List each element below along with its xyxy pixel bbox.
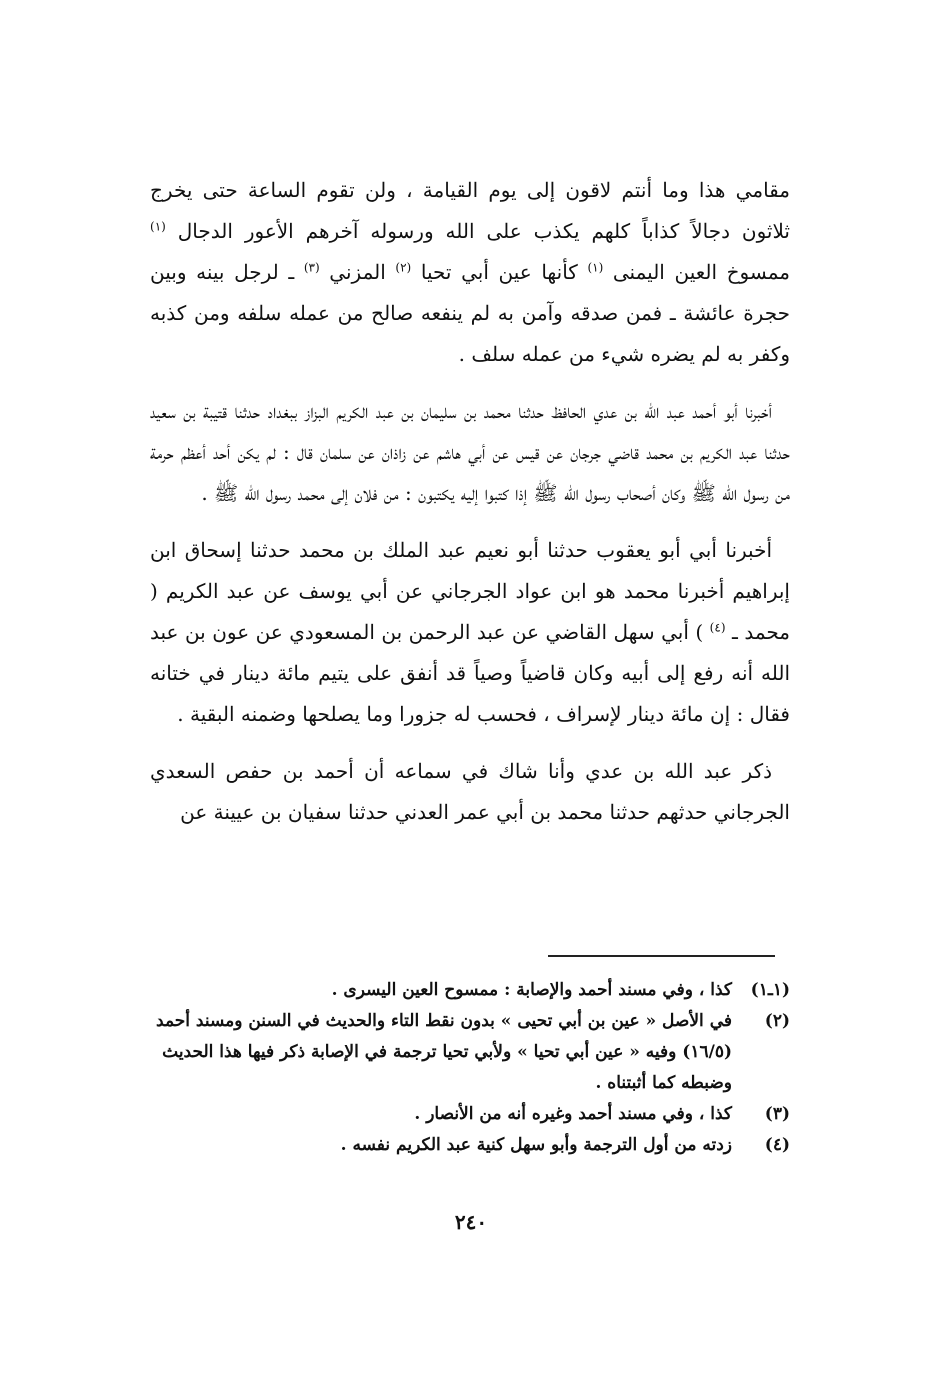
footnote-marker: (١) xyxy=(150,219,166,234)
footnote-marker: (١) xyxy=(587,260,604,275)
footnote-divider xyxy=(548,955,775,957)
page-number: ٢٤٠ xyxy=(454,1210,488,1234)
paragraph-text: ـ لرجل بينه وبين حجرة عائشة ـ فمن صدقه وآمن به لم ينفعه صالح من عمله سلفه ومن كذبه وكفر به لم يضره شيء من عمله سلف . xyxy=(150,260,790,366)
footnote-item xyxy=(150,1130,790,1161)
footnote-number: (٤) xyxy=(764,1135,790,1155)
paragraph-text: المزني xyxy=(329,260,386,284)
footnote-marker: (٤) xyxy=(709,620,726,635)
footnote-text: زدته من أول الترجمة وأبو سهل كنية عبد الكريم نفسه . xyxy=(340,1135,732,1155)
footnote-text: كذا ، وفي مسند أحمد والإصابة : ممسوح العين اليسرى . xyxy=(331,980,732,1000)
footnote-number: (٣) xyxy=(764,1104,790,1124)
paragraph-1 xyxy=(150,170,790,375)
footnotes xyxy=(150,975,790,1161)
footnote-item xyxy=(150,975,790,1006)
paragraph-text: أخبرنا أبي أبو يعقوب حدثنا أبو نعيم عبد الملك بن محمد حدثنا إسحاق ابن إبراهيم أخبرنا محمد هو ابن عواد الجرجاني عن أبي يوسف عن عبد الكريم ( محمد ـ xyxy=(150,538,791,644)
footnote-number: (١ـ١) xyxy=(750,980,790,1000)
main-text xyxy=(150,170,790,849)
footnote-text: في الأصل « عين بن أبي تحيى » بدون نقط التاء والحديث في السنن ومسند أحمد (١٦/٥) وفيه « عين أبي تحيا » ولأبي تحيا ترجمة في الإصابة ذكر فيها هذا الحديث وضبطه كما أثبتناه . xyxy=(156,1011,732,1093)
paragraph-text: ) أبي سهل القاضي عن عبد الرحمن بن المسعودي عن عون بن عبد الله أنه رفع إلى أبيه وكان قاضياً وصياً قد أنفق على يتيم مائة دينار في ختانه فقال : إن مائة دينار لإسراف ، فحسب له جزورا وما يصلحها وضمنه البقية . xyxy=(150,620,790,726)
footnote-number: (٢) xyxy=(764,1011,790,1031)
footnote-item xyxy=(150,1099,790,1130)
paragraph-3 xyxy=(150,530,790,735)
footnote-marker: (٢) xyxy=(395,260,412,275)
footnote-marker: (٣) xyxy=(303,260,320,275)
paragraph-text: كأنها عين أبي تحيا xyxy=(420,260,578,284)
footnote-text: كذا ، وفي مسند أحمد وغيره أنه من الأنصار . xyxy=(414,1104,732,1124)
paragraph-text: ممسوخ العين اليمنى xyxy=(612,260,791,284)
footnote-item xyxy=(150,1006,790,1099)
paragraph-4: ذكر عبد الله بن عدي وأنا شاك في سماعه أن أحمد بن حفص السعدي الجرجاني حدثهم حدثنا محمد بن أبي عمر العدني حدثنا سفيان بن عيينة عن xyxy=(150,759,790,824)
paragraph-2: أخبرنا أبو أحمد عبد الله بن عدي الحافظ حدثنا محمد بن سليمان بن عبد الكريم البزاز ببغداد حدثنا قتيبة بن سعيد حدثنا عبد الكريم بن محمد قاضي جرجان عن قيس عن أبي هاشم عن زاذان عن سلمان قال : لم يكن أحد أعظم حرمة من رسول الله ﷺ وكان أصحاب رسول الله ﷺ إذا كتبوا إليه يكتبون : من فلان إلى محمد رسول الله ﷺ . xyxy=(150,399,790,505)
paragraph-text: مقامي هذا وما أنتم لاقون إلى يوم القيامة ، ولن تقوم الساعة حتى يخرج ثلاثون دجالاً كذاباً كلهم يكذب على الله ورسوله آخرهم الأعور الدجال xyxy=(150,178,791,243)
